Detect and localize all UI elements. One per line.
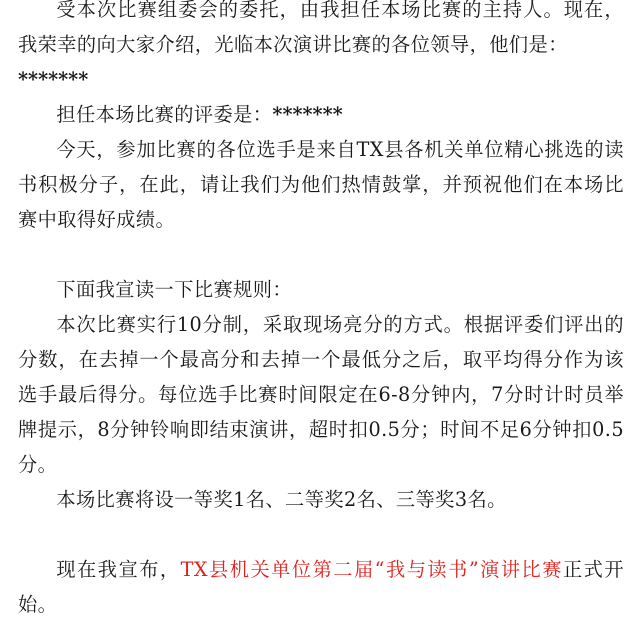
announcement-before: 现在我宣布， xyxy=(56,558,181,581)
judges-text: 担任本场比赛的评委是： xyxy=(56,103,273,126)
leaders-placeholder: ******* xyxy=(18,68,89,91)
host-intro-text: 受本次比赛组委会的委托，由我担任本场比赛的主持人。现在，我荣幸的向大家介绍，光临本次演讲比赛的各位领导，他们是： xyxy=(18,0,624,56)
paragraph-judges xyxy=(18,97,624,132)
judges-placeholder: ******* xyxy=(272,103,343,126)
document-body xyxy=(18,0,624,622)
paragraph-host-intro xyxy=(18,0,624,97)
blank-line xyxy=(18,237,624,272)
paragraph-rules: 本次比赛实行10分制，采取现场亮分的方式。根据评委们评出的分数，在去掉一个最高分和去掉一个最低分之后，取平均得分作为该选手最后得分。每位选手比赛时间限定在6-8分钟内，7分时计时员举牌提示，8分钟铃响即结束演讲，超时扣0.5分；时间不足6分钟扣0.5分。 xyxy=(18,313,624,476)
paragraph-contestants: 今天，参加比赛的各位选手是来自TX县各机关单位精心挑选的读书积极分子，在此，请让我们为他们热情鼓掌，并预祝他们在本场比赛中取得好成绩。 xyxy=(18,138,624,231)
paragraph-awards: 本场比赛将设一等奖1名、二等奖2名、三等奖3名。 xyxy=(56,488,507,511)
event-name-highlight: TX县机关单位第二届“我与读书”演讲比赛 xyxy=(180,558,563,581)
blank-line xyxy=(18,517,624,552)
paragraph-announcement xyxy=(18,552,624,622)
paragraph-rules-heading: 下面我宣读一下比赛规则： xyxy=(56,278,293,301)
announcement-after: 正式开始。 xyxy=(18,558,625,616)
